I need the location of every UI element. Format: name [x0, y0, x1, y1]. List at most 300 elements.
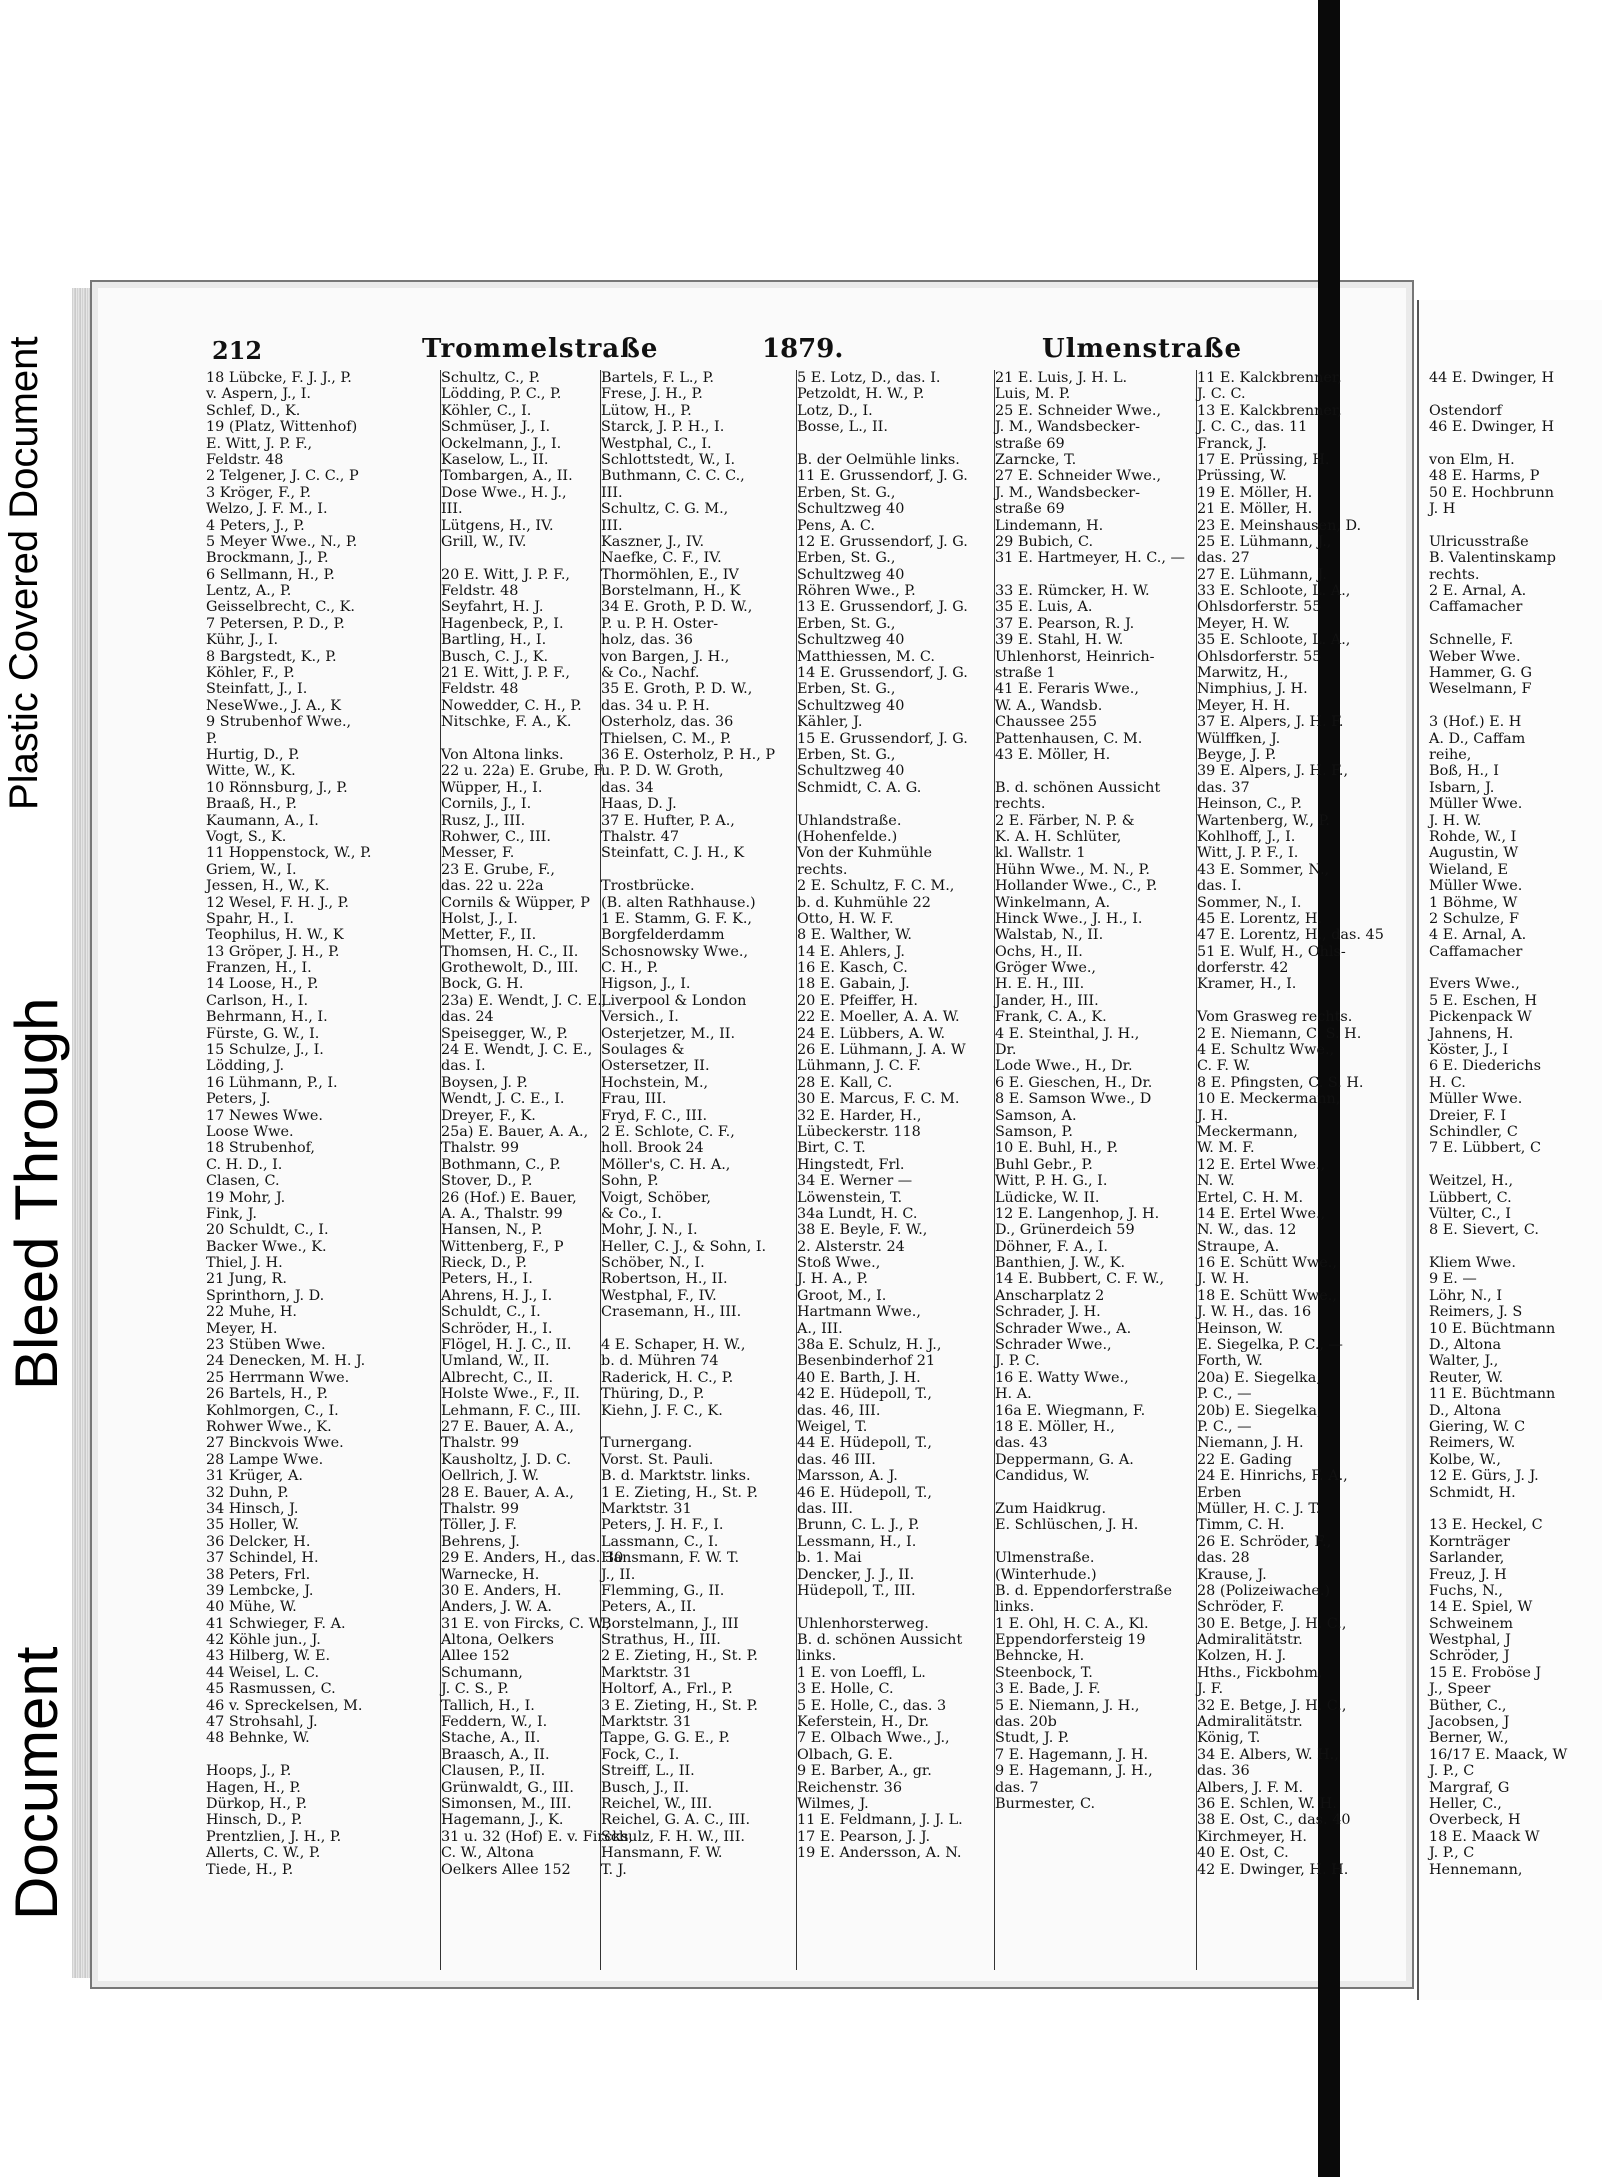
directory-entry: J. H. W.: [1429, 812, 1482, 829]
directory-entry: 12 E. Grussendorf, J. G.: [797, 533, 968, 550]
directory-entry: [1429, 518, 1604, 534]
directory-entry: Brunn, C. L. J., P.: [797, 1517, 920, 1534]
directory-entry: b. d. Mühren 74: [601, 1353, 719, 1370]
directory-entry: das. 43: [995, 1435, 1048, 1452]
directory-entry: 35 Holler, W.: [206, 1517, 300, 1534]
directory-entry: 2 E. Arnal, A.: [1429, 583, 1527, 600]
directory-entry: NeseWwe., J. A., K: [206, 697, 342, 714]
directory-entry: Fuchs, N.,: [1429, 1582, 1503, 1599]
directory-entry: Seyfahrt, H. J.: [441, 599, 544, 616]
directory-entry: Messer, F.: [441, 845, 515, 862]
directory-entry: 11 Hoppenstock, W., P.: [206, 845, 372, 862]
directory-entry: Petzoldt, H. W., P.: [797, 386, 925, 403]
directory-entry: Prüssing, W.: [1197, 468, 1287, 485]
directory-entry: 31 E. von Fircks, C. W.,: [441, 1615, 611, 1632]
directory-entry: Bosse, L., II.: [797, 419, 888, 436]
directory-entry: Schultzweg 40: [797, 697, 905, 714]
directory-entry: Erben, St. G.,: [797, 484, 896, 501]
directory-entry: Sohn, P.: [601, 1173, 659, 1190]
directory-entry: Hollander Wwe., C., P.: [995, 878, 1158, 895]
directory-entry: Schumann,: [441, 1664, 523, 1681]
directory-entry: Schultzweg 40: [797, 566, 905, 583]
directory-entry: Schnelle, F.: [1429, 632, 1514, 649]
directory-entry: Lübeckerstr. 118: [797, 1123, 921, 1140]
directory-entry: 18 Lübcke, F. J. J., P.: [206, 370, 352, 386]
directory-entry: Pattenhausen, C. M.: [995, 730, 1143, 747]
directory-entry: das. 28: [1197, 1550, 1250, 1567]
directory-entry: Dreyer, F., K.: [441, 1107, 536, 1124]
directory-entry: Heller, C.,: [1429, 1795, 1502, 1812]
directory-entry: Geisselbrecht, C., K.: [206, 599, 355, 616]
directory-entry: 6 Sellmann, H., P.: [206, 566, 335, 583]
directory-entry: Holste Wwe., F., II.: [441, 1386, 580, 1403]
directory-entry: 18 E. Gabain, J.: [797, 976, 910, 993]
directory-entry: Peters, J.: [206, 1091, 271, 1108]
directory-entry: 10 E. Buhl, H., P.: [995, 1140, 1119, 1157]
directory-entry: J., Speer: [1429, 1681, 1491, 1698]
directory-entry: Wittenberg, F., P: [441, 1238, 564, 1255]
directory-entry: Fock, C., I.: [601, 1746, 680, 1763]
directory-entry: 16 Lühmann, P., I.: [206, 1074, 338, 1091]
directory-entry: 19 E. Andersson, A. N.: [797, 1845, 962, 1862]
directory-entry: Borstelmann, J., III: [601, 1615, 739, 1632]
directory-entry: A. A., Thalstr. 99: [441, 1205, 563, 1222]
directory-entry: 15 E. Grussendorf, J. G.: [797, 730, 968, 747]
directory-entry: 23 E. Grube, F.,: [441, 861, 555, 878]
directory-entry: Schmidt, H.: [1429, 1484, 1516, 1501]
directory-entry: das. 27: [1197, 550, 1250, 567]
page-number: 212: [212, 336, 263, 365]
directory-entry: 14 E. Bubbert, C. F. W.,: [995, 1271, 1165, 1288]
directory-entry: D., Altona: [1429, 1402, 1502, 1419]
directory-entry: 26 Bartels, H., P.: [206, 1386, 328, 1403]
directory-entry: 2 E. Färber, N. P. &: [995, 812, 1135, 829]
directory-entry: das. 20b: [995, 1714, 1057, 1731]
directory-entry: P. C., —: [1197, 1386, 1252, 1403]
directory-entry: W. A., Wandsb.: [995, 697, 1103, 714]
directory-entry: Groot, M., I.: [797, 1287, 887, 1304]
directory-entry: Erben: [1197, 1484, 1242, 1501]
directory-entry: Osterholz, das. 36: [601, 714, 734, 731]
directory-entry: Marsson, A. J.: [797, 1468, 898, 1485]
directory-entry: Kohlmorgen, C., I.: [206, 1402, 339, 1419]
directory-entry: Oelkers Allee 152: [441, 1861, 571, 1878]
directory-entry: 46 E. Dwinger, H: [1429, 419, 1554, 436]
directory-entry: das. 7: [995, 1779, 1039, 1796]
directory-entry: Luis, M. P.: [995, 386, 1071, 403]
directory-entry: 28 (Polizeiwache.): [1197, 1582, 1331, 1599]
directory-entry: Brockmann, J., P.: [206, 550, 329, 567]
directory-entry: 24 E. Lübbers, A. W.: [797, 1025, 946, 1042]
directory-entry: Allerts, C. W., P.: [206, 1845, 321, 1862]
directory-entry: 36 E. Schlen, W. H.: [1197, 1795, 1337, 1812]
directory-entry: straße 1: [995, 665, 1056, 682]
page-header: [122, 330, 1392, 374]
directory-entry: 24 Denecken, M. H. J.: [206, 1353, 366, 1370]
directory-entry: Ertel, C. H. M.: [1197, 1189, 1304, 1206]
directory-entry: Kähler, J.: [797, 714, 863, 731]
directory-entry: Heller, C. J., & Sohn, I.: [601, 1238, 767, 1255]
directory-entry: B. d. schönen Aussicht: [797, 1632, 963, 1649]
directory-entry: Prentzlien, J. H., P.: [206, 1828, 342, 1845]
directory-entry: Franzen, H., I.: [206, 960, 312, 977]
directory-entry: [1429, 1239, 1604, 1255]
directory-entry: Versich., I.: [601, 1009, 679, 1026]
directory-entry: 34 E. Groth, P. D. W.,: [601, 599, 753, 616]
directory-entry: Köster, J., I: [1429, 1042, 1509, 1059]
directory-entry: 30 E. Anders, H.: [441, 1582, 562, 1599]
directory-entry: Grünwaldt, G., III.: [441, 1779, 574, 1796]
directory-entry: Admiralitätstr.: [1197, 1714, 1303, 1731]
directory-entry: b. d. Kuhmühle 22: [797, 894, 931, 911]
directory-entry: 7 E. Lübbert, C: [1429, 1140, 1541, 1157]
directory-entry: 38a E. Schulz, H. J.,: [797, 1337, 942, 1354]
directory-entry: Hühn Wwe., M. N., P.: [995, 861, 1150, 878]
directory-entry: Stache, A., II.: [441, 1730, 541, 1747]
directory-entry: 9 E. Hagemann, J. H.,: [995, 1763, 1153, 1780]
directory-entry: Wüpper, H., I.: [441, 779, 543, 796]
directory-entry: 37 E. Pearson, R. J.: [995, 615, 1135, 632]
directory-entry: 43 E. Sommer, N.,: [1197, 861, 1330, 878]
directory-entry: Ockelmann, J., I.: [441, 435, 562, 452]
directory-entry: Umland, W., II.: [441, 1353, 550, 1370]
directory-entry: Spahr, H., I.: [206, 910, 294, 927]
directory-entry: Pens, A. C.: [797, 517, 875, 534]
directory-entry: Lödding, P. C., P.: [441, 386, 562, 403]
directory-column-6: [1196, 370, 1403, 1970]
directory-entry: 15 Schulze, J., I.: [206, 1042, 324, 1059]
directory-entry: 3 Kröger, F., P.: [206, 484, 312, 501]
directory-entry: Teophilus, H. W., K: [206, 927, 344, 944]
directory-entry: Boysen, J. P.: [441, 1074, 528, 1091]
directory-entry: [441, 731, 599, 747]
directory-entry: Kramer, H., I.: [1197, 976, 1297, 993]
directory-entry: 34 Hinsch, J.: [206, 1500, 299, 1517]
directory-entry: Holtorf, A., Frl., P.: [601, 1681, 733, 1698]
directory-entry: 39 Lembcke, J.: [206, 1582, 314, 1599]
directory-entry: 6 E. Gieschen, H., Dr.: [995, 1074, 1153, 1091]
directory-entry: Hinsch, D., P.: [206, 1812, 303, 1829]
directory-entry: Fryd, F. C., III.: [601, 1107, 708, 1124]
directory-entry: 28 E. Bauer, A. A.,: [441, 1484, 575, 1501]
directory-entry: 31 u. 32 (Hof) E. v. Fircks,: [441, 1828, 633, 1845]
directory-entry: Tombargen, A., II.: [441, 468, 573, 485]
directory-entry: 6 E. Diederichs: [1429, 1058, 1541, 1075]
directory-entry: Wilmes, J.: [797, 1795, 869, 1812]
directory-entry: Ostersetzer, II.: [601, 1058, 710, 1075]
directory-column-1: [206, 370, 438, 1970]
directory-entry: 12 E. Gürs, J. J.: [1429, 1468, 1539, 1485]
directory-entry: Köhler, C., I.: [441, 402, 532, 419]
directory-entry: 18 E. Möller, H.,: [995, 1419, 1115, 1435]
directory-entry: [1429, 698, 1604, 714]
directory-entry: 25a) E. Bauer, A. A.,: [441, 1123, 589, 1140]
directory-entry: Ulricusstraße: [1429, 533, 1529, 550]
directory-entry: 22 E. Gading: [1197, 1451, 1292, 1468]
directory-entry: 1 E. von Loeffl, L.: [797, 1664, 926, 1681]
directory-entry: Nowedder, C. H., P.: [441, 697, 582, 714]
directory-entry: C. H., P.: [601, 960, 659, 977]
directory-entry: Naefke, C. F., IV.: [601, 550, 722, 567]
directory-entry: 42 Köhle jun., J.: [206, 1632, 321, 1649]
directory-entry: Ohlsdorferstr. 55: [1197, 648, 1322, 665]
directory-entry: Frau, III.: [601, 1091, 667, 1108]
directory-entry: Lütgens, H., IV.: [441, 517, 554, 534]
directory-entry: 20 E. Witt, J. P. F.,: [441, 566, 570, 583]
directory-entry: Straupe, A.: [1197, 1238, 1280, 1255]
directory-entry: das. 46 III.: [797, 1451, 876, 1468]
directory-entry: Keferstein, H., Dr.: [797, 1714, 929, 1731]
directory-entry: 8 E. Walther, W.: [797, 927, 912, 944]
directory-entry: Winkelmann, A.: [995, 894, 1111, 911]
directory-entry: Lehmann, F. C., III.: [441, 1402, 581, 1419]
directory-entry: 29 Bubich, C.: [995, 533, 1094, 550]
directory-entry: Eppendorfersteig 19: [995, 1632, 1146, 1649]
directory-entry: [995, 567, 1195, 583]
directory-entry: 1 Böhme, W: [1429, 894, 1518, 911]
directory-entry: A., III.: [797, 1320, 843, 1337]
directory-entry: 35 E. Schloote, L. A.,: [1197, 632, 1351, 649]
directory-entry: 43 Hilberg, W. E.: [206, 1648, 331, 1665]
directory-entry: 20 E. Pfeiffer, H.: [797, 992, 918, 1009]
directory-entry: 21 E. Luis, J. H. L.: [995, 370, 1128, 386]
directory-entry: Stoß Wwe.,: [797, 1255, 881, 1272]
directory-entry: 21 E. Witt, J. P. F.,: [441, 665, 570, 682]
directory-entry: 20a) E. Siegelka,: [1197, 1369, 1321, 1386]
directory-entry: 26 (Hof.) E. Bauer,: [441, 1189, 577, 1206]
directory-entry: 27 E. Schneider Wwe.,: [995, 468, 1162, 485]
directory-entry: Zarncke, T.: [995, 451, 1077, 468]
directory-entry: Candidus, W.: [995, 1468, 1090, 1485]
directory-entry: Flögel, H. J. C., II.: [441, 1337, 572, 1354]
directory-entry: Müller Wwe.: [1429, 1091, 1523, 1108]
directory-entry: Schmüser, J., I.: [441, 419, 551, 436]
directory-entry: 22 Muhe, H.: [206, 1304, 297, 1321]
directory-entry: [797, 796, 993, 812]
directory-entry: 51 E. Wulf, H., Ohls-: [1197, 943, 1346, 960]
directory-entry: B. Valentinskamp: [1429, 550, 1556, 567]
directory-entry: 9 E. Barber, A., gr.: [797, 1763, 932, 1780]
directory-entry: Lödding, J.: [206, 1058, 285, 1075]
directory-entry: B. d. schönen Aussicht: [995, 779, 1161, 796]
directory-entry: (B. alten Rathhause.): [601, 894, 756, 911]
directory-entry: J. C. C.: [1197, 386, 1246, 403]
directory-entry: Reimers, J. S: [1429, 1304, 1523, 1321]
directory-entry: reihe,: [1429, 746, 1472, 763]
directory-entry: Niemann, J. H.: [1197, 1435, 1304, 1452]
directory-entry: rechts.: [1429, 566, 1480, 583]
directory-entry: [1429, 616, 1604, 632]
directory-entry: 3 (Hof.) E. H: [1429, 714, 1522, 731]
directory-entry: (Hohenfelde.): [797, 828, 898, 845]
directory-entry: 37 E. Hufter, P. A.,: [601, 812, 735, 829]
directory-entry: 40 E. Barth, J. H.: [797, 1369, 921, 1386]
directory-entry: Möller's, C. H. A.,: [601, 1156, 731, 1173]
directory-entry: P.: [206, 730, 218, 747]
directory-entry: Admiralitätstr.: [1197, 1632, 1303, 1649]
directory-entry: Thüring, D., P.: [601, 1386, 705, 1403]
directory-entry: Frank, C. A., K.: [995, 1009, 1107, 1026]
directory-entry: Müller Wwe.: [1429, 878, 1523, 895]
directory-entry: Hths., Fickbohm,: [1197, 1664, 1323, 1681]
directory-entry: J. C. S., P.: [441, 1681, 509, 1698]
directory-entry: T. J.: [601, 1861, 627, 1878]
directory-entry: D., Altona: [1429, 1337, 1502, 1354]
directory-entry: Vom Grasweg rechts.: [1197, 1009, 1353, 1026]
directory-entry: Metter, F., II.: [441, 927, 537, 944]
directory-entry: [601, 1419, 793, 1435]
directory-entry: 26 E. Lühmann, J. A. W: [797, 1042, 966, 1059]
directory-entry: König, T.: [1197, 1730, 1261, 1747]
directory-entry: 21 E. Möller, H.: [1197, 501, 1313, 518]
directory-entry: J. M., Wandsbecker-: [995, 484, 1141, 501]
directory-entry: Reuter, W.: [1429, 1369, 1504, 1386]
directory-entry: Rohwer, C., III.: [441, 828, 551, 845]
directory-entry: Kolbe, W.,: [1429, 1451, 1501, 1468]
directory-entry: Schultz, C. G. M.,: [601, 501, 729, 518]
directory-entry: Hammer, G. G: [1429, 665, 1533, 682]
directory-entry: Anscharplatz 2: [995, 1287, 1105, 1304]
directory-entry: Marktstr. 31: [601, 1714, 692, 1731]
directory-entry: 39 E. Alpers, J. H. F.,: [1197, 763, 1349, 780]
directory-entry: Erben, St. G.,: [797, 550, 896, 567]
directory-entry: 47 E. Lorentz, H., das. 45: [1197, 927, 1384, 944]
directory-entry: 38 E. Beyle, F. W.,: [797, 1222, 928, 1239]
directory-entry: 16/17 E. Maack, W: [1429, 1746, 1568, 1763]
directory-entry: Witte, W., K.: [206, 763, 296, 780]
directory-entry: & Co., I.: [601, 1205, 662, 1222]
directory-entry: III.: [601, 517, 623, 534]
directory-entry: 45 Rasmussen, C.: [206, 1681, 336, 1698]
directory-entry: Kaselow, L., II.: [441, 451, 549, 468]
directory-entry: J. W. H.: [1197, 1271, 1250, 1288]
directory-entry: Beyge, J. P.: [1197, 746, 1277, 763]
directory-entry: 34a Lundt, H. C.: [797, 1205, 918, 1222]
directory-entry: 1 E. Zieting, H., St. P.: [601, 1484, 758, 1501]
directory-entry: 4 E. Arnal, A.: [1429, 927, 1527, 944]
directory-entry: 13 E. Kalckbrenner,: [1197, 402, 1342, 419]
directory-entry: 27 E. Bauer, A. A.,: [441, 1419, 575, 1435]
directory-entry: 36 Delcker, H.: [206, 1533, 311, 1550]
directory-entry: rechts.: [797, 861, 848, 878]
directory-entry: Rohde, W., I: [1429, 828, 1517, 845]
directory-entry: E. Witt, J. P. F.,: [206, 435, 313, 452]
directory-entry: Tiede, H., P.: [206, 1861, 294, 1878]
directory-entry: Von Altona links.: [441, 746, 564, 763]
directory-entry: J. H. A., P.: [797, 1271, 868, 1288]
directory-entry: Walstab, N., II.: [995, 927, 1104, 944]
directory-entry: 10 Rönnsburg, J., P.: [206, 779, 348, 796]
directory-entry: Schrader, J. H.: [995, 1304, 1101, 1321]
directory-entry: Erben, St. G.,: [797, 681, 896, 698]
directory-entry: Backer Wwe., K.: [206, 1238, 327, 1255]
directory-entry: Schlottstedt, W., I.: [601, 451, 736, 468]
directory-entry: Meyer, H.: [206, 1320, 278, 1337]
directory-entry: 43 E. Möller, H.: [995, 746, 1111, 763]
directory-entry: 10 E. Meckermann,: [1197, 1091, 1341, 1108]
directory-entry: u. P. D. W. Groth,: [601, 763, 724, 780]
directory-entry: 38 Peters, Frl.: [206, 1566, 311, 1583]
directory-entry: Sommer, N., I.: [1197, 894, 1302, 911]
directory-entry: Gröger Wwe.,: [995, 960, 1096, 977]
directory-entry: Franck, J.: [1197, 435, 1267, 452]
directory-entry: 20b) E. Siegelka,: [1197, 1402, 1322, 1419]
directory-entry: 3 E. Holle, C.: [797, 1681, 894, 1698]
directory-entry: Dr.: [995, 1042, 1017, 1059]
directory-entry: Feldstr. 48: [441, 583, 519, 600]
directory-entry: Kühr, J., I.: [206, 632, 279, 649]
directory-entry: Raderick, H. C., P.: [601, 1369, 734, 1386]
directory-entry: Welzo, J. F. M., I.: [206, 501, 328, 518]
plastic-covered-label: Plastic Covered Document: [2, 336, 46, 810]
directory-entry: Berner, W.,: [1429, 1730, 1509, 1747]
directory-entry: Pickenpack W: [1429, 1009, 1532, 1026]
directory-entry: B. der Oelmühle links.: [797, 451, 960, 468]
directory-entry: 1 E. Stamm, G. F. K.,: [601, 910, 752, 927]
directory-entry: Wendt, J. C. E., I.: [441, 1091, 565, 1108]
directory-entry: 46 v. Spreckelsen, M.: [206, 1697, 363, 1714]
directory-entry: Thalstr. 47: [601, 828, 679, 845]
directory-entry: Löwenstein, T.: [797, 1189, 903, 1206]
directory-entry: 4 E. Schaper, H. W.,: [601, 1337, 746, 1354]
directory-entry: N. W., das. 12: [1197, 1222, 1297, 1239]
directory-entry: Tallich, H., I.: [441, 1697, 535, 1714]
directory-entry: J. F.: [1197, 1681, 1224, 1698]
directory-entry: das. 36: [1197, 1763, 1250, 1780]
directory-entry: Oellrich, J. W.: [441, 1468, 540, 1485]
directory-entry: Müller, H. C. J. T.: [1197, 1500, 1321, 1517]
directory-entry: Lütow, H., P.: [601, 402, 692, 419]
next-page-column: [1429, 370, 1604, 1970]
directory-entry: Röhren Wwe., P.: [797, 583, 916, 600]
directory-entry: 11 E. Grussendorf, J. G.: [797, 468, 968, 485]
directory-entry: Uhlandstraße.: [797, 812, 902, 829]
directory-entry: Schuldt, C., I.: [441, 1304, 541, 1321]
directory-entry: Westphal, C., I.: [601, 435, 712, 452]
directory-entry: Soulages &: [601, 1042, 685, 1059]
directory-entry: 25 E. Schneider Wwe.,: [995, 402, 1162, 419]
directory-entry: Altona, Oelkers: [441, 1632, 554, 1649]
directory-entry: 16 E. Kasch, C.: [797, 960, 908, 977]
directory-entry: 17 E. Prüssing, H.: [1197, 451, 1330, 468]
directory-entry: H. C.: [1429, 1074, 1466, 1091]
directory-entry: 5 E. Lotz, D., das. I.: [797, 370, 941, 386]
directory-entry: das. 37: [1197, 779, 1250, 796]
directory-entry: Reichel, G. A. C., III.: [601, 1812, 751, 1829]
directory-entry: Augustin, W: [1429, 845, 1519, 862]
directory-entry: Lüdicke, W. II.: [995, 1189, 1100, 1206]
directory-entry: [1197, 993, 1403, 1009]
directory-entry: 44 E. Dwinger, H: [1429, 370, 1554, 386]
directory-entry: Thalstr. 99: [441, 1500, 519, 1517]
document-label: Document: [3, 1646, 70, 1920]
directory-entry: Ohlsdorferstr. 55: [1197, 599, 1322, 616]
directory-entry: Hagenbeck, P., I.: [441, 615, 564, 632]
directory-entry: 30 E. Betge, J. H. C.,: [1197, 1615, 1347, 1632]
directory-entry: Trostbrücke.: [601, 878, 695, 895]
directory-entry: das. 34 u. P. H.: [601, 697, 710, 714]
directory-entry: 11 E. Feldmann, J. J. L.: [797, 1812, 963, 1829]
directory-entry: Ulmenstraße.: [995, 1550, 1095, 1567]
directory-entry: 28 E. Kall, C.: [797, 1074, 893, 1091]
directory-entry: Marwitz, H.,: [1197, 665, 1289, 682]
directory-entry: 4 Peters, J., P.: [206, 517, 305, 534]
directory-entry: 14 E. Ahlers, J.: [797, 943, 905, 960]
directory-entry: 34 E. Werner —: [797, 1173, 913, 1190]
directory-entry: 9 E. —: [1429, 1271, 1477, 1288]
directory-entry: 2 E. Zieting, H., St. P.: [601, 1648, 758, 1665]
directory-entry: Isbarn, J.: [1429, 779, 1495, 796]
